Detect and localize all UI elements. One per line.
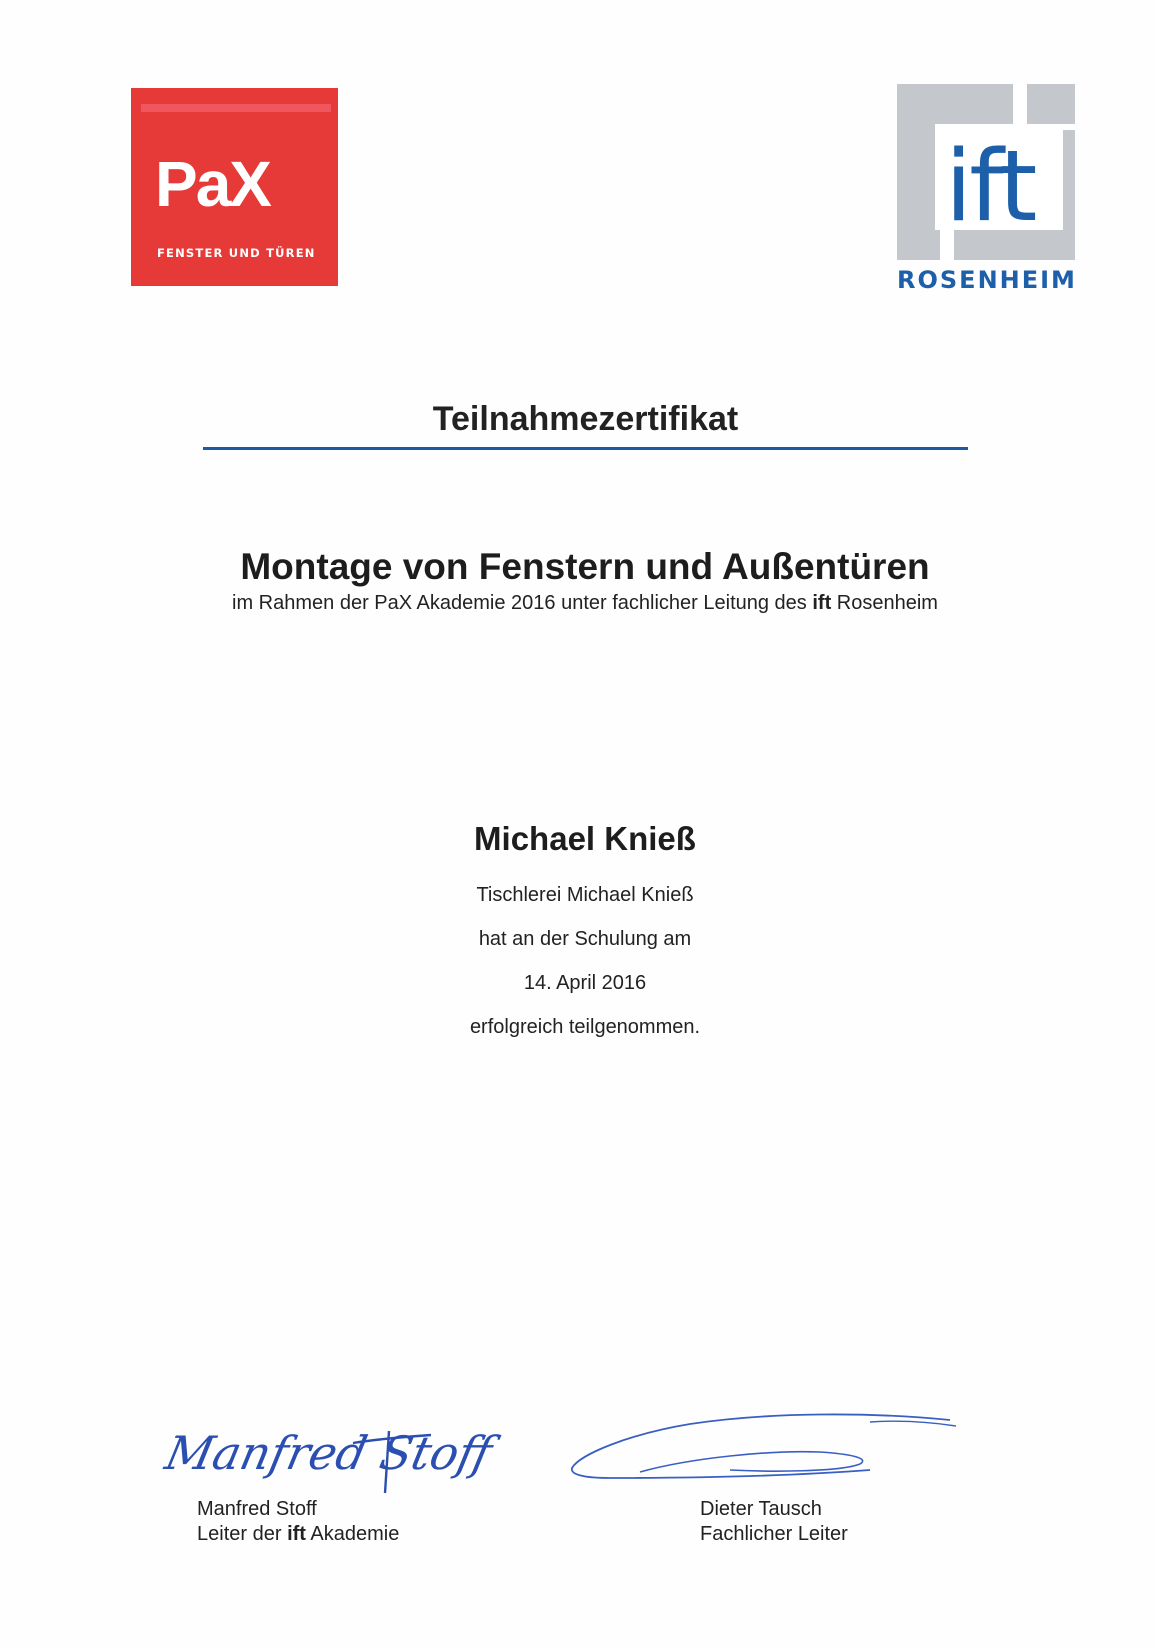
signer-left-role — [197, 1522, 399, 1547]
success-statement: erfolgreich teilgenommen. — [469, 1016, 701, 1038]
signature-right-loop — [572, 1414, 950, 1478]
signer-left-role-after: Akademie — [305, 1523, 400, 1545]
signer-left-name: Manfred Stoff — [197, 1498, 317, 1520]
ift-rosenheim-logo — [897, 84, 1075, 298]
ift-logo-word: ift — [945, 130, 1035, 244]
course-subtitle — [100, 592, 1070, 615]
signature-dieter-tausch — [570, 1410, 960, 1490]
ift-logo-graphic — [897, 84, 1075, 264]
signature-manfred-stoff — [160, 1413, 497, 1497]
pax-logo — [131, 88, 338, 286]
ift-logo-white-edge — [1063, 124, 1075, 130]
course-subtitle-ift: ift — [812, 592, 832, 614]
signature-right-inner — [640, 1452, 863, 1472]
pax-logo-word: PaX — [155, 148, 270, 220]
certificate-heading: Teilnahmezertifikat — [432, 400, 739, 438]
heading-divider — [203, 447, 968, 450]
training-statement: hat an der Schulung am — [478, 928, 692, 950]
signature-left-handwriting: Manfred Stoff — [160, 1426, 497, 1480]
signer-left-role-ift: ift — [287, 1523, 306, 1545]
signature-right-tail — [870, 1421, 956, 1426]
pax-logo-band — [141, 104, 331, 112]
signer-right — [700, 1497, 848, 1547]
participant-name: Michael Knieß — [474, 820, 696, 857]
course-title: Montage von Fenstern und Außentüren — [240, 546, 930, 587]
ift-logo-city: ROSENHEIM — [897, 266, 1077, 294]
signer-right-name: Dieter Tausch — [700, 1498, 822, 1520]
signer-left — [197, 1497, 399, 1547]
signer-right-role: Fachlicher Leiter — [700, 1523, 848, 1545]
participant-company: Tischlerei Michael Knieß — [476, 884, 694, 906]
course-subtitle-text-after: Rosenheim — [831, 592, 938, 614]
course-subtitle-text-before: im Rahmen der PaX Akademie 2016 unter fachlicher Leitung des — [232, 592, 813, 614]
signer-left-role-before: Leiter der — [197, 1523, 288, 1545]
pax-logo-subtitle: FENSTER UND TÜREN — [157, 246, 316, 260]
training-date: 14. April 2016 — [523, 972, 647, 994]
